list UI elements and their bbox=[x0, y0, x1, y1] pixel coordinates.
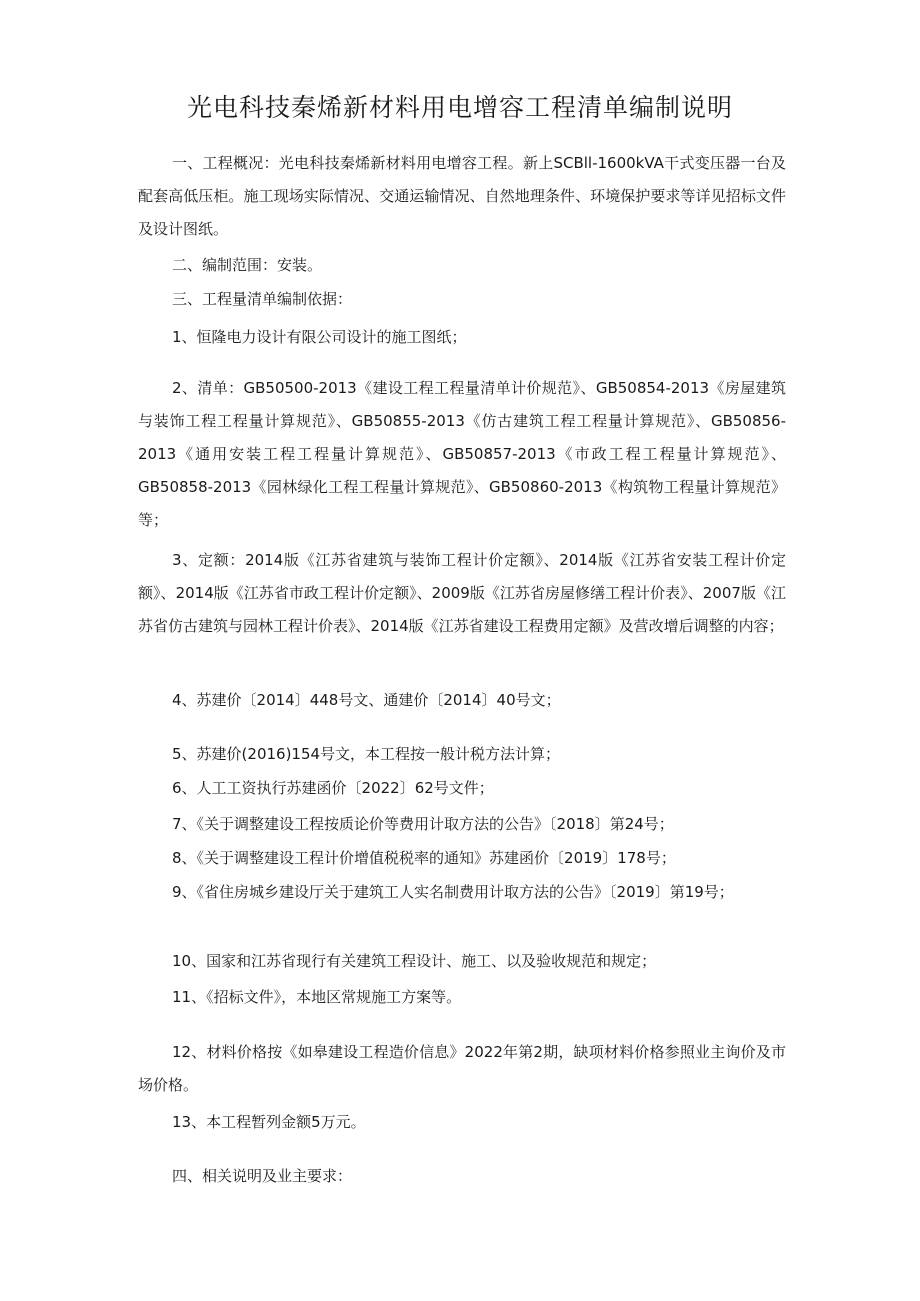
paragraph-overview: 一、工程概况：光电科技秦烯新材料用电增容工程。新上SCBll-1600kVA干式变压器一台及配套高低压柜。施工现场实际情况、交通运输情况、自然地理条件、环境保护要求等详见招标文件及设计图纸。 bbox=[138, 154, 786, 238]
paragraph-basis-6: 6、人工工资执行苏建函价〔2022〕62号文件； bbox=[172, 779, 494, 797]
paragraph-basis-7: 7、《关于调整建设工程按质论价等费用计取方法的公告》〔2018〕第24号； bbox=[172, 815, 674, 833]
paragraph-basis-4: 4、苏建价〔2014〕448号文、通建价〔2014〕40号文； bbox=[172, 691, 561, 709]
paragraph-basis-5: 5、苏建价(2016)154号文，本工程按一般计税方法计算； bbox=[172, 745, 561, 763]
paragraph-basis-10: 10、国家和江苏省现行有关建筑工程设计、施工、以及验收规范和规定； bbox=[172, 952, 657, 970]
paragraph-basis-2: 2、清单：GB50500-2013《建设工程工程量清单计价规范》、GB50854-2013《房屋建筑与装饰工程工程量计算规范》、GB50855-2013《仿古建筑工程工程量计算规范》、GB50856-2013《通用安装工程工程量计算规范》、GB50857-2013《市政工程工程量计算规范》、GB50858-2013《园林绿化工程工程量计算规范》、GB50860-2013《构筑物工程量计算规范》等； bbox=[138, 379, 786, 529]
paragraph-basis-heading: 三、工程量清单编制依据： bbox=[172, 290, 353, 308]
paragraph-basis-8: 8、《关于调整建设工程计价增值税税率的通知》苏建函价〔2019〕178号； bbox=[172, 849, 676, 867]
paragraph-basis-11: 11、《招标文件》，本地区常规施工方案等。 bbox=[172, 988, 462, 1006]
paragraph-scope: 二、编制范围：安装。 bbox=[172, 256, 323, 274]
paragraph-basis-3: 3、定额：2014版《江苏省建筑与装饰工程计价定额》、2014版《江苏省安装工程计价定额》、2014版《江苏省市政工程计价定额》、2009版《江苏省房屋修缮工程计价表》、2007版《江苏省仿古建筑与园林工程计价表》、2014版《江苏省建设工程费用定额》及营改增后调整的内容； bbox=[138, 551, 786, 635]
paragraph-notes-heading: 四、相关说明及业主要求： bbox=[172, 1167, 353, 1185]
paragraph-basis-12: 12、材料价格按《如皋建设工程造价信息》2022年第2期，缺项材料价格参照业主询价及市场价格。 bbox=[138, 1043, 786, 1094]
paragraph-basis-13: 13、本工程暂列金额5万元。 bbox=[172, 1113, 366, 1131]
paragraph-basis-1: 1、恒隆电力设计有限公司设计的施工图纸； bbox=[172, 328, 467, 346]
document-title: 光电科技秦烯新材料用电增容工程清单编制说明 bbox=[186, 93, 733, 122]
paragraph-basis-9: 9、《省住房城乡建设厅关于建筑工人实名制费用计取方法的公告》〔2019〕第19号； bbox=[172, 883, 734, 901]
